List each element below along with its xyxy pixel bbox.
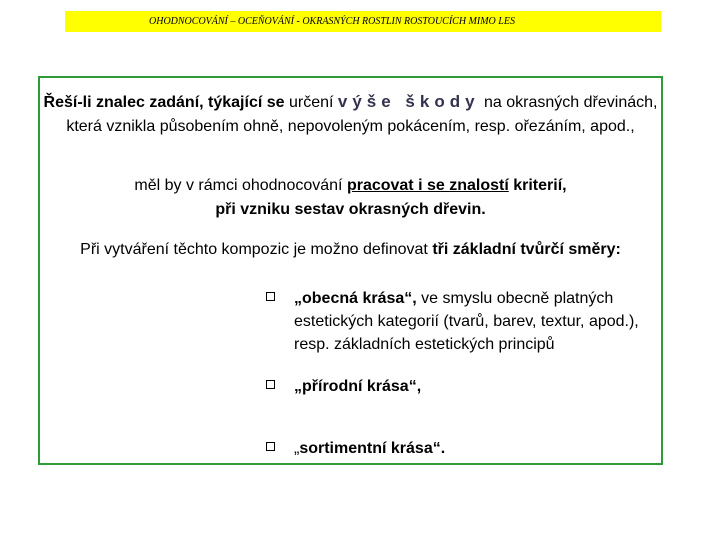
list-item — [266, 437, 661, 460]
bullet-lead-quote: „ — [294, 440, 300, 457]
requirement-underlined: pracovat i se znalostí — [346, 177, 509, 194]
header-title: OHODNOCOVÁNÍ – OCEŇOVÁNÍ - OKRASNÝCH ROSTLIN ROSTOUCÍCH MIMO LES — [149, 16, 515, 27]
checkbox-bullet-icon — [266, 442, 275, 451]
intro-lead: Řeší-li znalec zadání, týkající se — [43, 94, 285, 111]
requirement-text-1: měl by v rámci ohodnocování — [134, 177, 347, 194]
intro-text-1: určení — [284, 94, 338, 111]
directions-text: Při vytváření těchto kompozic je možno definovat — [80, 241, 433, 258]
bullet-title: „přírodní krása“, — [294, 378, 422, 395]
checkbox-bullet-icon — [266, 380, 275, 389]
bullet-title: „obecná krása“, — [294, 290, 417, 307]
directions-bold: tři základní tvůrčí směry: — [432, 241, 621, 258]
checkbox-bullet-icon — [266, 292, 275, 301]
intro-paragraph — [40, 90, 661, 139]
requirement-paragraph — [40, 174, 661, 222]
header-bar — [65, 11, 661, 32]
bullet-end-quote: “. — [432, 440, 446, 457]
list-item — [266, 287, 661, 356]
list-item — [266, 375, 661, 398]
damage-term: výše škody — [337, 92, 480, 111]
requirement-line-2: při vzniku sestav okrasných dřevin. — [215, 201, 486, 218]
bullet-description: ve smyslu obecně platných estetických kategorií (tvarů, barev, textur, apod.), resp. základních estetických principů — [294, 290, 639, 353]
requirement-text-2: kriterií, — [508, 177, 567, 194]
directions-paragraph — [40, 238, 661, 262]
content-box — [38, 76, 663, 465]
bullet-title: sortimentní krása — [299, 440, 433, 457]
intro-text-2: na okrasných dřevinách, která vznikla působením ohně, nepovoleným pokácením, resp. ořezáním, apod., — [66, 94, 658, 135]
